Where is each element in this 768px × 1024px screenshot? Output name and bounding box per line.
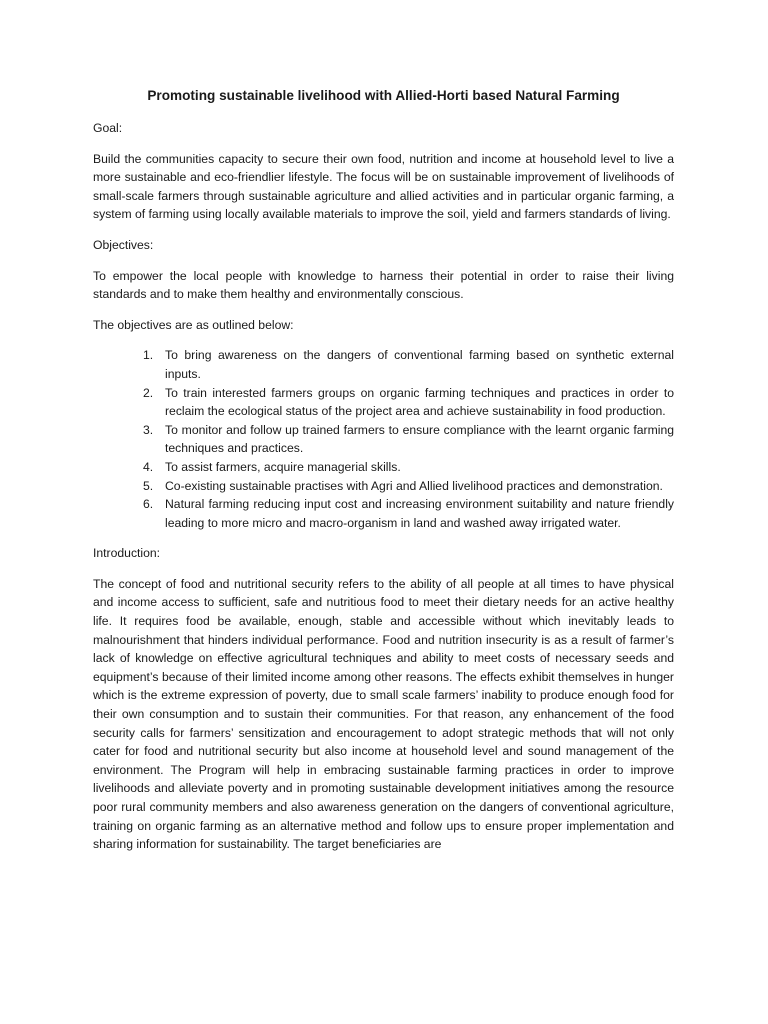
list-item xyxy=(143,477,674,496)
list-item-text: To bring awareness on the dangers of conventional farming based on synthetic external inputs. xyxy=(165,348,674,381)
list-item-number: 3. xyxy=(143,422,154,437)
list-item-text: Natural farming reducing input cost and increasing environment suitability and nature friendly leading to more micro and macro-organism in land and washed away irrigated water. xyxy=(165,497,674,530)
objectives-heading: Objectives: xyxy=(93,237,154,252)
list-item-text: To assist farmers, acquire managerial skills. xyxy=(165,459,401,474)
objectives-paragraph: To empower the local people with knowledge to harness their potential in order to raise their living standards and to make them healthy and environmentally conscious. xyxy=(93,268,674,302)
list-item-number: 5. xyxy=(143,478,154,493)
list-item-text: To monitor and follow up trained farmers to ensure compliance with the learnt organic farming techniques and practices. xyxy=(165,422,674,456)
objectives-list xyxy=(93,346,674,532)
list-item-text: To train interested farmers groups on organic farming techniques and practices in order to reclaim the ecological status of the project area and achieve sustainability in food production. xyxy=(165,385,674,419)
goal-heading: Goal: xyxy=(93,121,123,135)
objectives-list-intro: The objectives are as outlined below: xyxy=(93,317,294,332)
list-item xyxy=(143,495,674,532)
list-item xyxy=(143,346,674,383)
list-item-text: Co-existing sustainable practises with Agri and Allied livelihood practices and demonstration. xyxy=(165,478,663,493)
document-title: Promoting sustainable livelihood with Allied-Horti based Natural Farming xyxy=(147,88,620,103)
list-item-number: 2. xyxy=(143,385,154,400)
list-item-number: 6. xyxy=(143,497,154,512)
goal-paragraph: Build the communities capacity to secure their own food, nutrition and income at household level to live a more sustainable and eco-friendlier lifestyle. The focus will be on sustainable improvement of livelihoods of small-scale farmers through sustainable agriculture and allied activities and in particular organic farming, a system of farming using locally available materials to improve the soil, yield and farmers standards of living. xyxy=(93,151,674,222)
introduction-paragraph: The concept of food and nutritional security refers to the ability of all people at all times to have physical and income access to sufficient, safe and nutritious food to meet their dietary needs for an active healthy life. It requires food be available, enough, stable and accessible without which inevitably leads to malnourishment that hinders individual performance. Food and nutrition insecurity is as a result of farmer’s lack of knowledge on effective agricultural techniques and ability to meet costs of necessary seeds and equipment’s because of their limited income among other reasons. The effects exhibit themselves in hunger which is the extreme expression of poverty, due to small scale farmers’ inability to produce enough food for their own consumption and to sustain their communities. For that reason, any enhancement of the food security calls for farmers’ sensitization and encouragement to adopt strategic methods that will not only cater for food and nutritional security but also income at household level and sound management of the environment. The Program will help in embracing sustainable farming practices in order to improve livelihoods and alleviate poverty and in promoting sustainable development initiatives among the resource poor rural community members and also awareness generation on the dangers of conventional agriculture, training on organic farming as an alternative method and follow ups to ensure proper implementation and sharing information for sustainability. The target beneficiaries are xyxy=(93,576,674,852)
list-item-number: 4. xyxy=(143,459,154,474)
list-item xyxy=(143,458,674,477)
list-item-number: 1. xyxy=(143,348,154,363)
list-item xyxy=(143,421,674,458)
introduction-heading: Introduction: xyxy=(93,546,161,561)
list-item xyxy=(143,384,674,421)
